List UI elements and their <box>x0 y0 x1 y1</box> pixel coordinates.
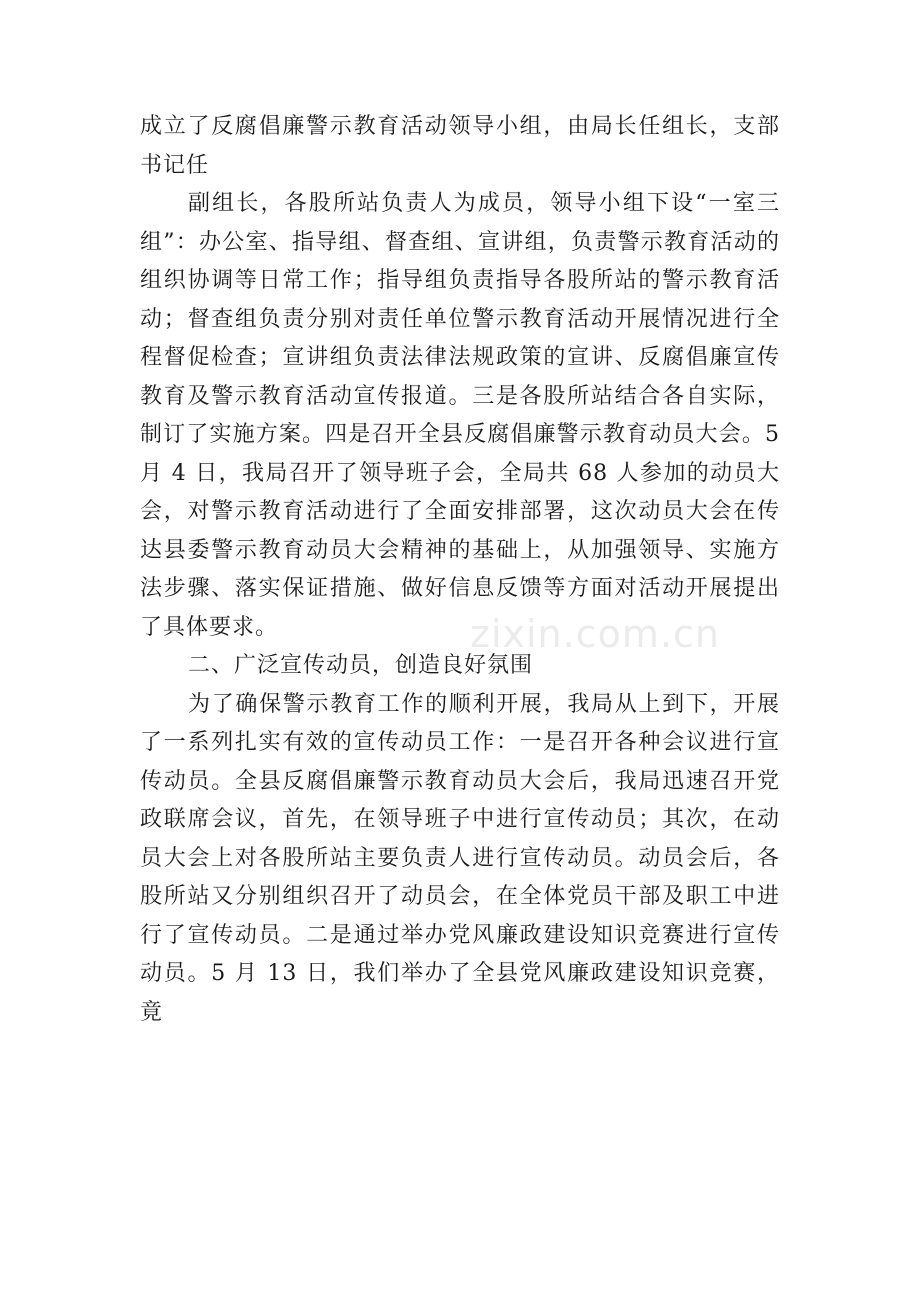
paragraph-2: 副组长，各股所站负责人为成员，领导小组下设“一室三组”：办公室、指导组、督查组、宣讲组，负责警示教育活动的组织协调等日常工作；指导组负责指导各股所站的警示教育活动；督查组负责分别对责任单位警示教育活动开展情况进行全程督促检查；宣讲组负责法律法规政策的宣讲、反腐倡廉宣传教育及警示教育活动宣传报道。三是各股所站结合各自实际，制订了实施方案。四是召开全县反腐倡廉警示教育动员大会。5 月 4 日，我局召开了领导班子会，全局共 68 人参加的动员大会，对警示教育活动进行了全面安排部署，这次动员大会在传达县委警示教育动员大会精神的基础上，从加强领导、实施方法步骤、落实保证措施、做好信息反馈等方面对活动开展提出了具体要求。 <box>140 191 780 640</box>
document-body <box>140 108 780 1032</box>
watermark: zixin.com.cn <box>470 612 720 656</box>
paragraph-1: 成立了反腐倡廉警示教育活动领导小组，由局长任组长，支部书记任 <box>140 114 780 178</box>
paragraph-3: 为了确保警示教育工作的顺利开展，我局从上到下，开展了一系列扎实有效的宣传动员工作：一是召开各种会议进行宣传动员。全县反腐倡廉警示教育动员大会后，我局迅速召开党政联席会议，首先，在领导班子中进行宣传动员；其次，在动员大会上对各股所站主要负责人进行宣传动员。动员会后，各股所站又分别组织召开了动员会，在全体党员干部及职工中进行了宣传动员。二是通过举办党风廉政建设知识竞赛进行宣传动员。5 月 13 日，我们举办了全县党风廉政建设知识竞赛，竟 <box>140 691 780 1025</box>
section-heading: 二、广泛宣传动员，创造良好氛围 <box>188 653 534 678</box>
